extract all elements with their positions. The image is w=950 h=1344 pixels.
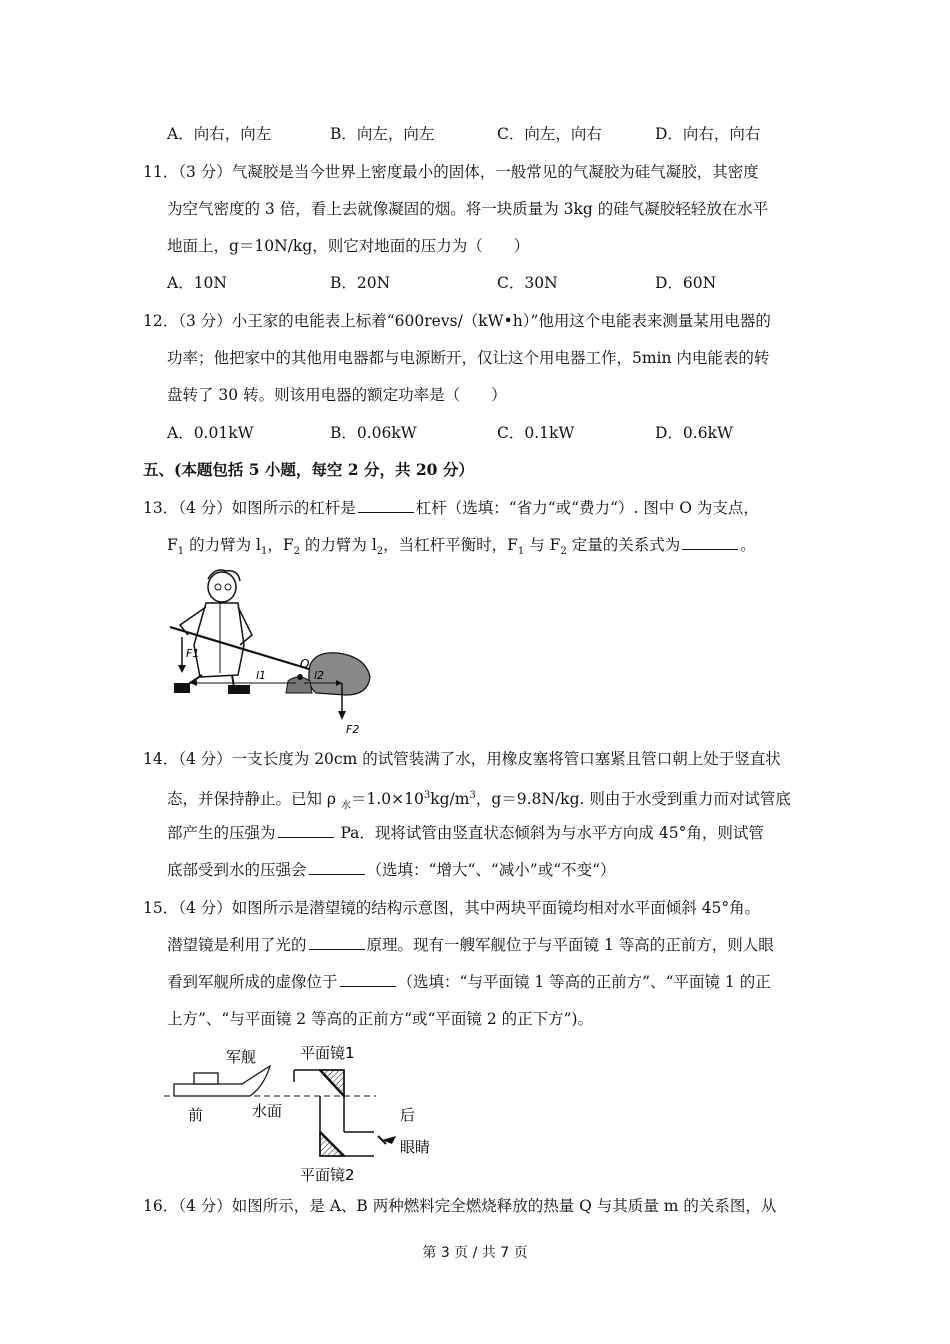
q14-l2-b: 水 (340, 800, 351, 812)
q12-option-b: B．0.06kW (330, 424, 417, 442)
q15-l3-end: （选填：“与平面镜 1 等高的正前方”、“平面镜 1 的正 (397, 973, 771, 991)
right-shoe (228, 685, 250, 694)
q11-line-2: 为空气密度的 3 倍，看上去就像凝固的烟。将一块质量为 3kg 的硅气凝胶轻轻放在水平 (167, 200, 769, 218)
q13-line-1 (143, 496, 759, 520)
q14-line-3 (167, 821, 764, 845)
q13-s6: 2 (560, 546, 567, 558)
fulcrum-point (297, 674, 303, 680)
q10-option-b: B．向左，向左 (330, 125, 435, 143)
q14-line-4 (167, 858, 616, 882)
q13-t3: ，F (267, 536, 294, 554)
label-mirror-2: 平面镜2 (300, 1166, 355, 1184)
label-mirror-1: 平面镜1 (300, 1044, 355, 1062)
label-o: O (300, 657, 310, 671)
label-eye: 眼睛 (400, 1138, 431, 1156)
q13-t5: ，当杠杆平衡时，F (383, 536, 518, 554)
q13-t6: 与 F (524, 536, 561, 554)
q13-blank-2 (682, 533, 738, 550)
q11-option-b: B．20N (330, 274, 391, 292)
q12-option-c: C．0.1kW (497, 424, 575, 442)
q13-s4: 2 (376, 546, 384, 558)
person-body (194, 603, 244, 677)
q13-s3: 2 (293, 546, 300, 558)
page-footer: 第 3 页 / 共 7 页 (422, 1245, 528, 1261)
q14-l2-d: 3 (423, 790, 431, 801)
q11-option-a: A．10N (167, 274, 227, 292)
q11-line-1: 11．（3 分）气凝胶是当今世界上密度最小的固体，一般常见的气凝胶为硅气凝胶，其密度 (143, 163, 759, 181)
q12-option-d: D．0.6kW (655, 424, 733, 442)
q14-l3-start: 部产生的压强为 (167, 824, 276, 842)
q13-t8: 。 (740, 536, 756, 554)
q15-blank-2 (340, 970, 396, 987)
q14-l2-e: kg/m (430, 790, 470, 809)
left-shoe (174, 683, 190, 693)
person-head (208, 572, 236, 602)
label-ship: 军舰 (226, 1048, 257, 1066)
q10-option-d: D．向右，向右 (655, 125, 761, 143)
q13-blank-1 (358, 496, 414, 513)
q15-blank-1 (309, 933, 365, 950)
label-water: 水面 (252, 1102, 283, 1120)
q15-line-2 (167, 933, 774, 957)
q13-s2: 1 (260, 546, 268, 558)
q15-line-1: 15．（4 分）如图所示是潜望镜的结构示意图，其中两块平面镜均相对水平面倾斜 45°角。 (143, 899, 761, 917)
q15-l2-start: 潜望镜是利用了光的 (167, 936, 307, 954)
q14-l2-g: ，g＝9.8N/kg. 则由于水受到重力而对试管底 (475, 790, 791, 809)
q15-l2-end: 原理。现有一艘军舰位于与平面镜 1 等高的正前方，则人眼 (366, 936, 774, 954)
periscope-figure (160, 1040, 460, 1190)
q15-l3-start: 看到军舰所成的虚像位于 (167, 973, 338, 991)
q13-t2: 的力臂为 l (184, 536, 261, 554)
q13-t1: F (167, 536, 178, 554)
q13-line-2 (167, 533, 756, 564)
q12-line-3: 盘转了 30 转。则该用电器的额定功率是（ ） (167, 386, 507, 404)
q11-line-3: 地面上，g＝10N/kg，则它对地面的压力为（ ） (167, 237, 530, 255)
ship-cabin (194, 1073, 218, 1084)
section-5-title: 五、(本题包括 5 小题，每空 2 分，共 20 分） (143, 460, 474, 479)
label-f1: F1 (186, 647, 200, 660)
q12-line-2: 功率；他把家中的其他用电器都与电源断开，仅让这个用电器工作，5min 内电能表的转 (167, 349, 770, 367)
label-l2: l2 (314, 669, 325, 682)
q15-line-3 (167, 970, 771, 994)
q14-line-1: 14．（4 分）一支长度为 20cm 的试管装满了水，用橡皮塞将管口塞紧且管口朝上处于竖直状 (143, 750, 781, 768)
q14-blank-1 (278, 821, 334, 838)
q14-l2-c: ＝1.0×10 (350, 790, 424, 809)
label-f2: F2 (346, 723, 360, 736)
q13-line-1-end: 杠杆（选填：“省力“或“费力“）. 图中 O 为支点， (415, 499, 759, 517)
q14-blank-2 (309, 858, 365, 875)
q13-line-1-start: 13．（4 分）如图所示的杠杆是 (143, 499, 356, 517)
label-back: 后 (400, 1106, 416, 1124)
q14-l2-f: 3 (469, 790, 476, 801)
q14-l2-a: 态，并保持静止。已知 ρ (167, 790, 341, 809)
q15-line-4: 上方”、“与平面镜 2 等高的正前方“或“平面镜 2 的正下方”)。 (167, 1010, 594, 1028)
q16-line-1: 16．（4 分）如图所示，是 A、B 两种燃料完全燃烧释放的热量 Q 与其质量 m 的关系图，从 (143, 1197, 777, 1215)
q13-t4: 的力臂为 l (299, 536, 377, 554)
q12-option-a: A．0.01kW (167, 424, 254, 442)
lever-figure (160, 565, 390, 740)
q14-l4-start: 底部受到水的压强会 (167, 861, 307, 879)
ship-hull (174, 1066, 270, 1096)
q14-l3-end: Pa．现将试管由竖直状态倾斜为与水平方向成 45°角，则试管 (335, 824, 764, 842)
label-l1: l1 (256, 669, 267, 682)
label-front: 前 (188, 1106, 204, 1124)
q14-line-2 (167, 784, 791, 818)
q13-t7: 定量的关系式为 (566, 536, 681, 554)
q11-option-d: D．60N (655, 274, 717, 292)
q10-option-c: C．向左，向右 (497, 125, 602, 143)
q10-option-a: A．向右，向左 (167, 125, 272, 143)
q12-line-1: 12．（3 分）小王家的电能表上标着“600revs/（kW•h）”他用这个电能表来测量某用电器的 (143, 312, 771, 330)
q11-option-c: C．30N (497, 274, 558, 292)
q13-s1: 1 (177, 546, 185, 558)
q13-s5: 1 (517, 546, 525, 558)
q14-l4-end: （选填：“增大“、“减小”或“不变“） (366, 861, 616, 879)
